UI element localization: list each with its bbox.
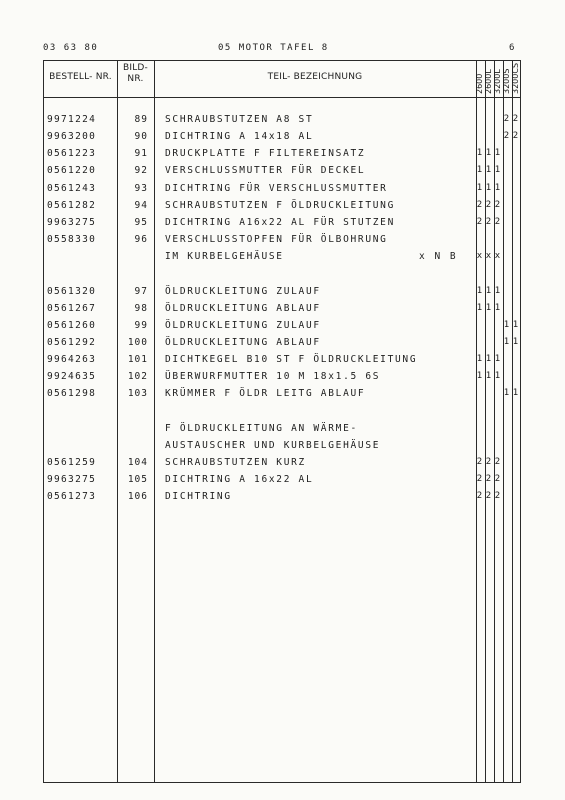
teil-bezeichnung-cell: ÖLDRUCKLEITUNG ZULAUF (165, 285, 321, 297)
table-row (43, 368, 521, 385)
qty-cell: 1 (485, 182, 492, 193)
bestell-nr-cell: 9964263 (47, 354, 97, 366)
qty-cell: 1 (485, 302, 492, 313)
teil-bezeichnung-cell: ÖLDRUCKLEITUNG ABLAUF (165, 336, 321, 348)
qty-cell: 2 (494, 491, 501, 502)
bild-nr-line2: NR. (127, 74, 144, 84)
teil-bezeichnung-cell: SCHRAUBSTUTZEN KURZ (165, 457, 306, 468)
qty-cell: 1 (476, 285, 483, 296)
qty-cell: 1 (512, 319, 519, 330)
qty-cell: 1 (476, 148, 483, 159)
teil-bezeichnung-cell: VERSCHLUSSTOPFEN FÜR ÖLBOHRUNG (165, 234, 388, 246)
bild-nr-cell: 92 (134, 165, 148, 177)
qty-cell: 1 (494, 148, 501, 159)
teil-bezeichnung-cell: DICHTKEGEL B10 ST F ÖLDRUCKLEITUNG (165, 354, 418, 366)
table-row (43, 454, 521, 471)
table-row (43, 420, 521, 437)
bestell-nr-cell: 0561282 (47, 199, 97, 211)
qty-cell: 2 (476, 216, 483, 227)
qty-cell: 1 (503, 388, 510, 399)
teil-bezeichnung-cell: DICHTRING A 14x18 AL (165, 131, 314, 143)
qty-cell: 1 (476, 302, 483, 313)
table-row (43, 197, 521, 214)
bild-nr-cell: 101 (127, 354, 148, 366)
table-row (43, 488, 521, 505)
qty-cell: 2 (485, 457, 492, 467)
teil-bezeichnung-cell: SCHRAUBSTUTZEN A8 ST (165, 114, 314, 125)
bestell-nr-cell: 9924635 (47, 371, 97, 383)
header-divider (44, 97, 520, 98)
bild-nr-cell: 104 (127, 457, 148, 468)
teil-bezeichnung-cell: DICHTRING (165, 491, 232, 503)
teil-bezeichnung-cell: SCHRAUBSTUTZEN F ÖLDRUCKLEITUNG (165, 199, 396, 211)
qty-cell: 2 (503, 114, 510, 124)
bestell-nr-cell: 9971224 (47, 114, 97, 125)
qty-cell: 1 (485, 371, 492, 382)
table-row (43, 111, 521, 128)
qty-cell: 1 (494, 285, 501, 296)
teil-bezeichnung-cell: AUSTAUSCHER UND KURBELGEHÄUSE (165, 439, 381, 451)
column-header-bild-nr (117, 63, 154, 85)
qty-cell: 1 (503, 336, 510, 347)
model-header-3200l: 3200L (493, 69, 502, 94)
bestell-nr-cell: 0561259 (47, 457, 97, 468)
qty-cell: 2 (476, 199, 483, 210)
teil-bezeichnung-cell: ÖLDRUCKLEITUNG ZULAUF (165, 319, 321, 331)
qty-cell: 2 (476, 491, 483, 502)
table-row (43, 317, 521, 334)
bild-nr-cell: 96 (134, 234, 148, 246)
table-row (43, 385, 521, 402)
document-number: 03 63 80 (43, 43, 99, 53)
teil-bezeichnung-cell: DICHTRING FÜR VERSCHLUSSMUTTER (165, 182, 388, 194)
qty-cell: 2 (494, 474, 501, 485)
qty-cell: 2 (494, 216, 501, 227)
model-header-3200s: 3200S (502, 68, 511, 94)
table-row (43, 145, 521, 162)
bild-nr-cell: 105 (127, 474, 148, 486)
qty-cell: 1 (476, 165, 483, 176)
qty-cell: 1 (485, 148, 492, 159)
column-header-bestell-nr: BESTELL- NR. (49, 72, 112, 82)
bild-nr-line1: BILD- (122, 63, 149, 73)
table-row (43, 403, 521, 420)
bestell-nr-cell: 9963275 (47, 216, 97, 228)
bestell-nr-cell: 0561267 (47, 302, 97, 314)
table-row (43, 334, 521, 351)
qty-cell: x (476, 251, 483, 262)
model-header-2600: 2600 (475, 73, 484, 94)
bestell-nr-cell: 9963200 (47, 131, 97, 143)
section-title: 05 MOTOR TAFEL 8 (218, 43, 329, 53)
bild-nr-cell: 94 (134, 199, 148, 211)
qty-cell: 2 (476, 474, 483, 485)
qty-cell: 1 (494, 182, 501, 193)
table-row (43, 471, 521, 488)
qty-cell: 2 (476, 457, 483, 467)
qty-cell: 2 (485, 199, 492, 210)
qty-cell: 1 (512, 336, 519, 347)
table-row (43, 128, 521, 145)
qty-cell: 2 (512, 114, 519, 124)
bild-nr-cell: 90 (134, 131, 148, 143)
teil-bezeichnung-cell: F ÖLDRUCKLEITUNG AN WÄRME- (165, 422, 358, 434)
page-number: 6 (509, 43, 516, 53)
bestell-nr-cell: 0558330 (47, 234, 97, 246)
table-row (43, 162, 521, 179)
teil-bezeichnung-cell: DICHTRING A 16x22 AL (165, 474, 314, 486)
model-header-3200cs: 3200CS (511, 62, 520, 94)
bestell-nr-cell: 0561223 (47, 148, 97, 160)
bild-nr-cell: 103 (127, 388, 148, 400)
qty-cell: 1 (494, 165, 501, 176)
bild-nr-cell: 106 (127, 491, 148, 503)
qty-cell: 1 (476, 371, 483, 382)
bild-nr-cell: 91 (134, 148, 148, 160)
table-row (43, 214, 521, 231)
bild-nr-cell: 93 (134, 182, 148, 194)
bestell-nr-cell: 0561320 (47, 285, 97, 297)
table-row (43, 351, 521, 368)
teil-bezeichnung-cell: ÖLDRUCKLEITUNG ABLAUF (165, 302, 321, 314)
bild-nr-cell: 99 (134, 319, 148, 331)
teil-bezeichnung-cell: KRÜMMER F ÖLDR LEITG ABLAUF (165, 388, 366, 400)
bild-nr-cell: 89 (134, 114, 148, 125)
qty-cell: 1 (503, 319, 510, 330)
table-row (43, 180, 521, 197)
bestell-nr-cell: 0561273 (47, 491, 97, 503)
bestell-nr-cell: 0561243 (47, 182, 97, 194)
table-row (43, 231, 521, 248)
bild-nr-cell: 95 (134, 216, 148, 228)
qty-cell: 1 (512, 388, 519, 399)
qty-cell: 1 (494, 354, 501, 365)
teil-bezeichnung-cell: DRUCKPLATTE F FILTEREINSATZ (165, 148, 366, 160)
bild-nr-cell: 97 (134, 285, 148, 297)
bild-nr-cell: 100 (127, 336, 148, 348)
qty-cell: 2 (485, 491, 492, 502)
table-row (43, 283, 521, 300)
bestell-nr-cell: 0561298 (47, 388, 97, 400)
qty-cell: 1 (485, 165, 492, 176)
bestell-nr-cell: 9963275 (47, 474, 97, 486)
teil-bezeichnung-cell: DICHTRING A16x22 AL FÜR STUTZEN (165, 216, 396, 228)
qty-cell: 2 (512, 131, 519, 142)
bild-nr-cell: 102 (127, 371, 148, 383)
table-row (43, 300, 521, 317)
bestell-nr-cell: 0561292 (47, 336, 97, 348)
qty-cell: 2 (494, 457, 501, 467)
qty-cell: 1 (476, 182, 483, 193)
qty-cell: 2 (503, 131, 510, 142)
qty-cell: x (485, 251, 492, 262)
table-row (43, 248, 521, 265)
qty-cell: 1 (476, 354, 483, 365)
model-header-2600l: 2600L (484, 69, 493, 94)
qty-cell: 1 (485, 285, 492, 296)
qty-cell: 1 (485, 354, 492, 365)
bestell-nr-cell: 0561220 (47, 165, 97, 177)
qty-cell: 1 (494, 302, 501, 313)
qty-cell: 2 (485, 474, 492, 485)
remark-cell: x N B (419, 251, 458, 263)
teil-bezeichnung-cell: IM KURBELGEHÄUSE (165, 251, 284, 263)
qty-cell: 2 (485, 216, 492, 227)
bild-nr-cell: 98 (134, 302, 148, 314)
teil-bezeichnung-cell: VERSCHLUSSMUTTER FÜR DECKEL (165, 165, 366, 177)
bestell-nr-cell: 0561260 (47, 319, 97, 331)
qty-cell: 2 (494, 199, 501, 210)
table-row (43, 265, 521, 282)
column-header-teil-bezeichnung: TEIL- BEZEICHNUNG (267, 72, 363, 82)
qty-cell: x (494, 251, 501, 262)
qty-cell: 1 (494, 371, 501, 382)
teil-bezeichnung-cell: ÜBERWURFMUTTER 10 M 18x1.5 6S (165, 371, 381, 383)
table-row (43, 437, 521, 454)
